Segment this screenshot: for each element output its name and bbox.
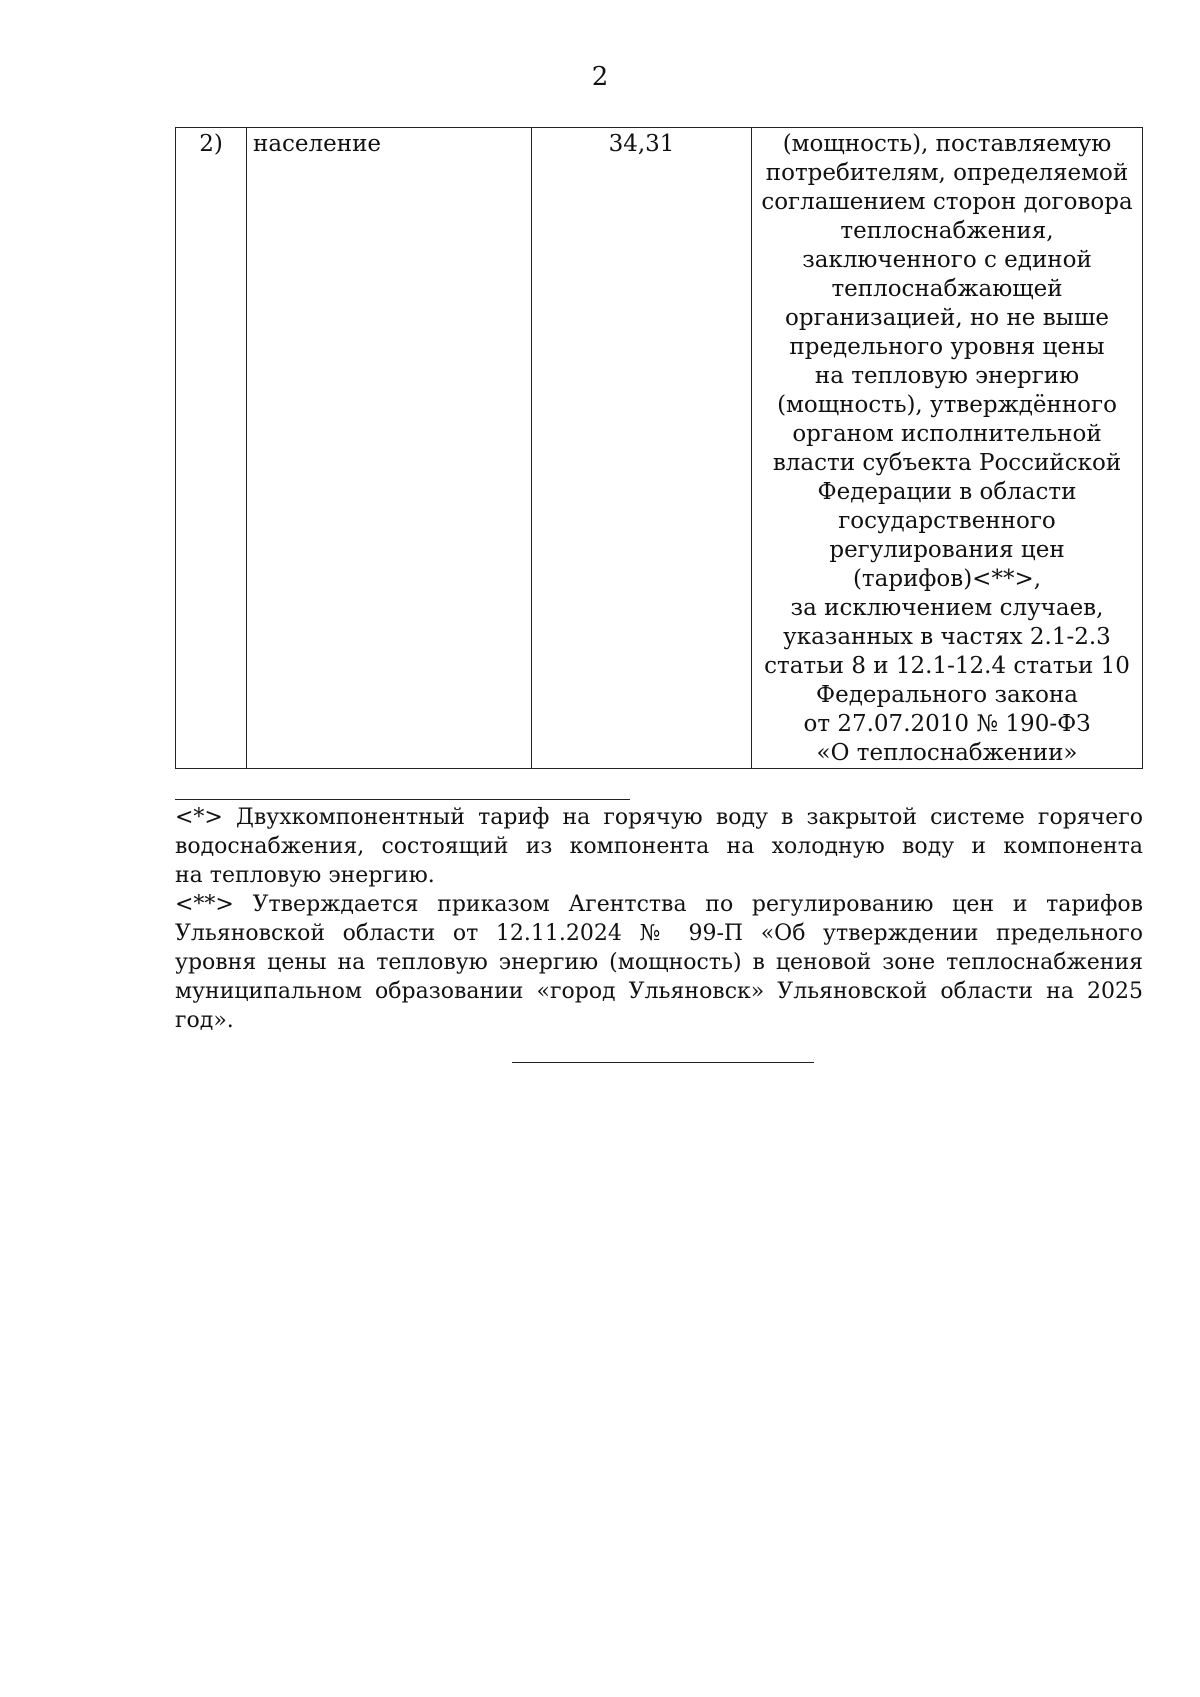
note-line: регулирования цен <box>829 537 1065 563</box>
note-line: указанных в частях 2.1-2.3 <box>783 624 1111 650</box>
note-line: потребителям, определяемой <box>765 160 1129 186</box>
note-line: теплоснабжения, <box>840 218 1054 244</box>
note-line: статьи 8 и 12.1-12.4 статьи 10 <box>764 653 1130 679</box>
note-line: власти субъекта Российской <box>772 450 1122 476</box>
note-line: организацией, но не выше <box>785 305 1109 331</box>
note-line: теплоснабжающей <box>831 276 1063 302</box>
tariff-table <box>175 127 1143 769</box>
footnotes <box>175 803 1143 1035</box>
note-line: государственного <box>838 508 1056 534</box>
page-number: 2 <box>591 62 609 92</box>
consumer-category: население <box>247 128 532 769</box>
note-line: «О теплоснабжении» <box>816 740 1078 766</box>
note-line: на тепловую энергию <box>814 363 1080 389</box>
note-line: Федерального закона <box>816 682 1078 708</box>
footnote-line: <*> Двухкомпонентный тариф на горячую воду в закрытой системе горячего <box>175 805 1143 830</box>
note-line: заключенного с единой <box>802 247 1092 273</box>
footnote-line: водоснабжения, состоящий из компонента на холодную воду и компонента <box>175 834 1143 859</box>
row-number: 2) <box>176 128 247 769</box>
footnote-line: на тепловую энергию. <box>175 863 435 888</box>
end-of-document-rule <box>512 1062 814 1063</box>
note-line: от 27.07.2010 № 190-ФЗ <box>803 711 1091 737</box>
table-row <box>176 128 1143 769</box>
note-line: за исключением случаев, <box>790 595 1104 621</box>
footnote-line: <**> Утверждается приказом Агентства по регулированию цен и тарифов <box>175 892 1143 917</box>
note-line: Федерации в области <box>817 479 1077 505</box>
footnote-2 <box>175 890 1143 1035</box>
tariff-note <box>752 128 1143 769</box>
tariff-value: 34,31 <box>532 128 752 769</box>
note-line: органом исполнительной <box>792 421 1102 447</box>
footnote-line: муниципальном образовании «город Ульяновск» Ульяновской области на 2025 <box>175 979 1143 1004</box>
footnote-separator <box>175 799 630 800</box>
note-line: соглашением сторон договора <box>761 189 1133 215</box>
note-line: предельного уровня цены <box>789 334 1105 360</box>
note-line: (мощность), утверждённого <box>777 392 1117 418</box>
note-line: (тарифов)<**>, <box>852 566 1042 592</box>
note-line: (мощность), поставляемую <box>782 131 1112 157</box>
footnote-line: уровня цены на тепловую энергию (мощность) в ценовой зоне теплоснабжения <box>175 950 1143 975</box>
footnote-1 <box>175 803 1143 890</box>
footnote-line: Ульяновской области от 12.11.2024 № 99-П «Об утверждении предельного <box>175 921 1143 946</box>
footnote-line: год». <box>175 1008 234 1033</box>
